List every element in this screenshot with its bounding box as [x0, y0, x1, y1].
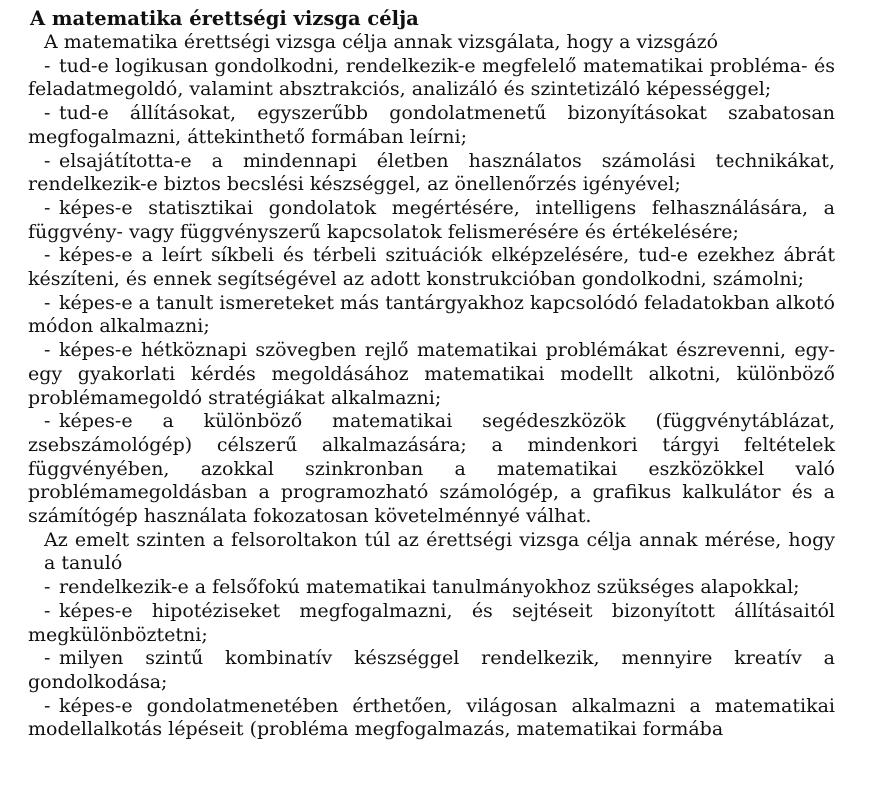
list-item-text: képes-e hipotéziseket megfogalmazni, és sejtéseit bizonyított állításaitól megkülönböztetni; — [28, 599, 835, 646]
list-dash: - — [44, 339, 51, 362]
list-item-text: elsajátította-e a mindennapi életben használatos számolási technikákat, rendelkezik-e biztos becslési készséggel, az önellenőrzés igényével; — [28, 149, 835, 196]
list-item — [28, 55, 835, 102]
advanced-goals-list — [28, 576, 835, 742]
list-item-text: rendelkezik-e a felsőfokú matematikai tanulmányokhoz szükséges alapokkal; — [59, 576, 800, 599]
list-dash: - — [44, 576, 51, 599]
list-dash: - — [44, 196, 51, 219]
list-dash: - — [44, 244, 51, 267]
list-dash: - — [44, 54, 51, 77]
list-item-text: képes-e gondolatmenetében érthetően, világosan alkalmazni a matematikai modellalkotás lépéseit (probléma megfogalmazás, matematikai formába — [28, 694, 835, 741]
list-item-text: képes-e hétköznapi szövegben rejlő matematikai problémákat észrevenni, egy-egy gyakorlati kérdés megoldásához matematikai modellt alkotni, különböző problémamegoldó stratégiákat alkalmazni; — [28, 339, 835, 409]
list-item — [28, 197, 835, 244]
list-item-text: képes-e statisztikai gondolatok megértésére, intelligens felhasználására, a függvény- vagy függvényszerű kapcsolatok felismerésére és értékelésére; — [28, 196, 835, 243]
advanced-intro-paragraph: Az emelt szinten a felsoroltakon túl az érettségi vizsga célja annak mérése, hogy a tanuló — [44, 528, 835, 575]
list-item — [28, 695, 835, 742]
goals-list — [28, 55, 835, 529]
list-item — [28, 292, 835, 339]
list-item-text: milyen szintű kombinatív készséggel rendelkezik, mennyire kreatív a gondolkodása; — [28, 647, 835, 693]
list-dash: - — [44, 291, 51, 314]
list-item — [28, 244, 835, 291]
list-item — [28, 576, 835, 600]
list-item — [28, 339, 835, 410]
list-item — [28, 600, 835, 647]
list-dash: - — [44, 647, 51, 670]
list-item-text: képes-e a tanult ismereteket más tantárgyakhoz kapcsolódó feladatokban alkotó módon alkalmazni; — [28, 291, 835, 338]
list-item-text: tud-e állításokat, egyszerűbb gondolatmenetű bizonyításokat szabatosan megfogalmazni, áttekinthető formában leírni; — [28, 102, 835, 148]
list-item — [28, 647, 835, 694]
document-page — [28, 7, 835, 742]
list-item-text: képes-e a leírt síkbeli és térbeli szituációk elképzelésére, tud-e ezekhez ábrát készíteni, és ennek segítségével az adott konstrukcióban gondolkodni, számolni; — [28, 244, 835, 291]
list-item-text: képes-e a különböző matematikai segédeszközök (függvénytáblázat, zsebszámológép) célszerű alkalmazására; a mindenkori tárgyi feltételek függvényében, azokkal szinkronban a matematikai eszközökkel való problémamegoldásban a programozható számológép, a grafikus kalkulátor és a számítógép használata fokozatosan követelménnyé válhat. — [28, 410, 835, 528]
section-heading: A matematika érettségi vizsga célja — [30, 7, 419, 30]
list-dash: - — [44, 410, 51, 433]
list-item-text: tud-e logikusan gondolkodni, rendelkezik-e megfelelő matematikai probléma- és feladatmegoldó, valamint absztrakciós, analizáló és szintetizáló képességgel; — [28, 54, 835, 101]
list-dash: - — [44, 694, 51, 717]
list-dash: - — [44, 599, 51, 622]
intro-paragraph: A matematika érettségi vizsga célja annak vizsgálata, hogy a vizsgázó — [44, 31, 719, 53]
list-item — [28, 150, 835, 197]
list-item — [28, 102, 835, 149]
list-dash: - — [44, 149, 51, 172]
list-dash: - — [44, 102, 51, 125]
list-item — [28, 410, 835, 529]
